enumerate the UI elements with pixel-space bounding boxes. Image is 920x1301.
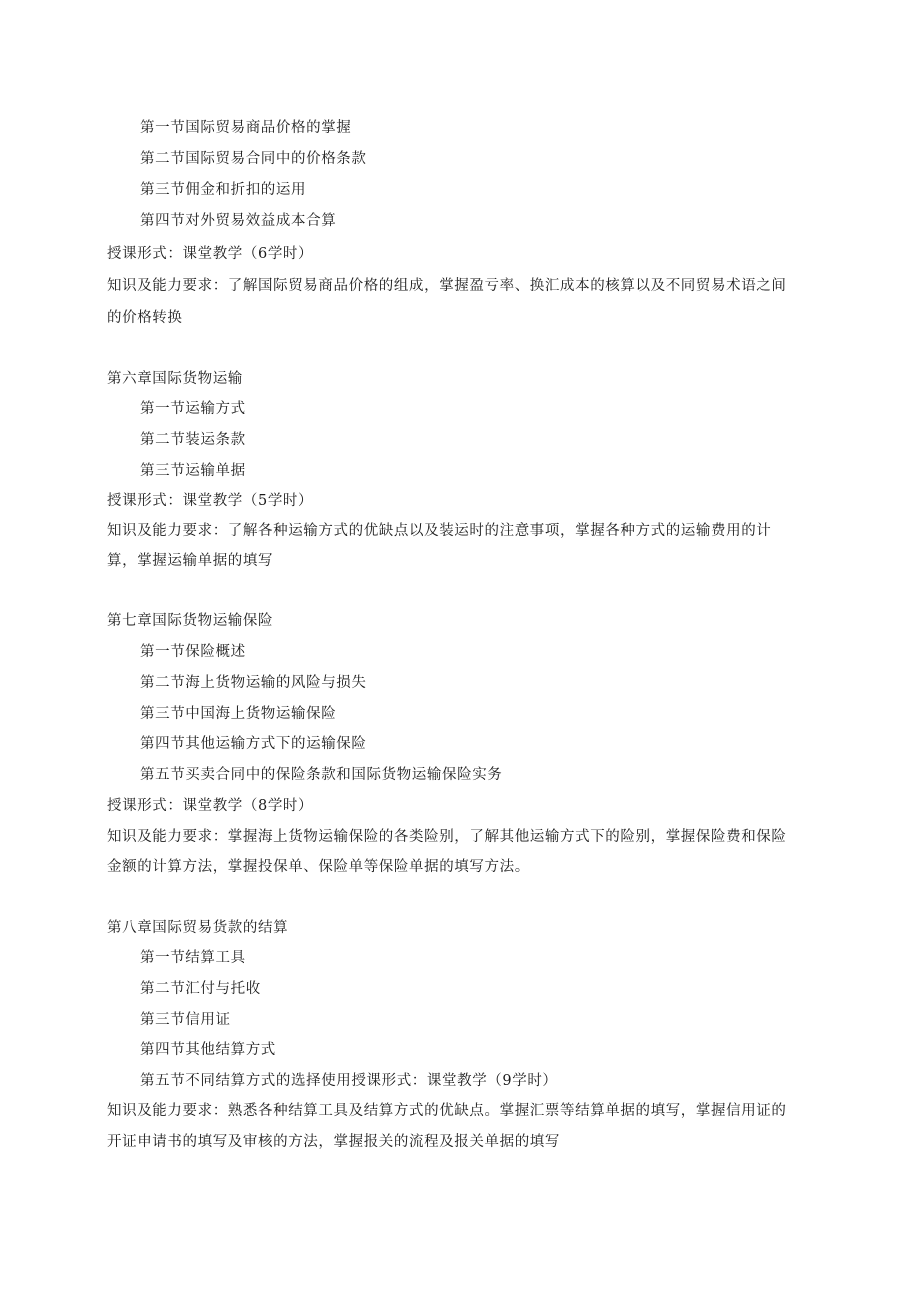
section-heading: 第三节中国海上货物运输保险 xyxy=(140,706,337,722)
requirements-line-2: 的价格转换 xyxy=(107,310,183,326)
teaching-form: 授课形式：课堂教学（6学时） xyxy=(107,246,314,262)
chapter-title: 第六章国际货物运输 xyxy=(107,371,243,387)
section-heading: 第三节信用证 xyxy=(140,1012,231,1028)
section-heading: 第一节运输方式 xyxy=(140,401,246,417)
teaching-form: 授课形式：课堂教学（8学时） xyxy=(107,798,314,814)
section-heading: 第二节汇付与托收 xyxy=(140,981,261,997)
section-heading: 第三节运输单据 xyxy=(140,463,246,479)
section-heading: 第二节海上货物运输的风险与损失 xyxy=(140,675,367,691)
section-heading: 第四节对外贸易效益成本合算 xyxy=(140,213,337,229)
section-heading: 第一节国际贸易商品价格的掌握 xyxy=(140,120,352,136)
section-heading: 第四节其他运输方式下的运输保险 xyxy=(140,736,367,752)
requirements-line-1: 知识及能力要求：熟悉各种结算工具及结算方式的优缺点。掌握汇票等结算单据的填写，掌握信用证的 xyxy=(107,1103,787,1119)
teaching-form: 授课形式：课堂教学（5学时） xyxy=(107,493,314,509)
section-heading: 第一节保险概述 xyxy=(140,644,246,660)
section-heading: 第五节不同结算方式的选择使用授课形式：课堂教学（9学时） xyxy=(140,1073,558,1089)
requirements-line-2: 金额的计算方法，掌握投保单、保险单等保险单据的填写方法。 xyxy=(107,859,530,875)
chapter-title: 第七章国际货物运输保险 xyxy=(107,613,274,629)
section-heading: 第四节其他结算方式 xyxy=(140,1042,276,1058)
section-heading: 第二节装运条款 xyxy=(140,432,246,448)
requirements-line-2: 开证申请书的填写及审核的方法，掌握报关的流程及报关单据的填写 xyxy=(107,1134,560,1150)
section-heading: 第三节佣金和折扣的运用 xyxy=(140,182,307,198)
requirements-line-1: 知识及能力要求：了解各种运输方式的优缺点以及装运时的注意事项，掌握各种方式的运输费用的计 xyxy=(107,523,772,539)
requirements-line-1: 知识及能力要求：掌握海上货物运输保险的各类险别，了解其他运输方式下的险别，掌握保险费和保险 xyxy=(107,829,787,845)
section-heading: 第五节买卖合同中的保险条款和国际货物运输保险实务 xyxy=(140,767,503,783)
section-heading: 第二节国际贸易合同中的价格条款 xyxy=(140,151,367,167)
chapter-title: 第八章国际贸易货款的结算 xyxy=(107,920,289,936)
requirements-line-1: 知识及能力要求：了解国际贸易商品价格的组成，掌握盈亏率、换汇成本的核算以及不同贸易术语之间 xyxy=(107,278,787,294)
requirements-line-2: 算，掌握运输单据的填写 xyxy=(107,553,274,569)
section-heading: 第一节结算工具 xyxy=(140,950,246,966)
